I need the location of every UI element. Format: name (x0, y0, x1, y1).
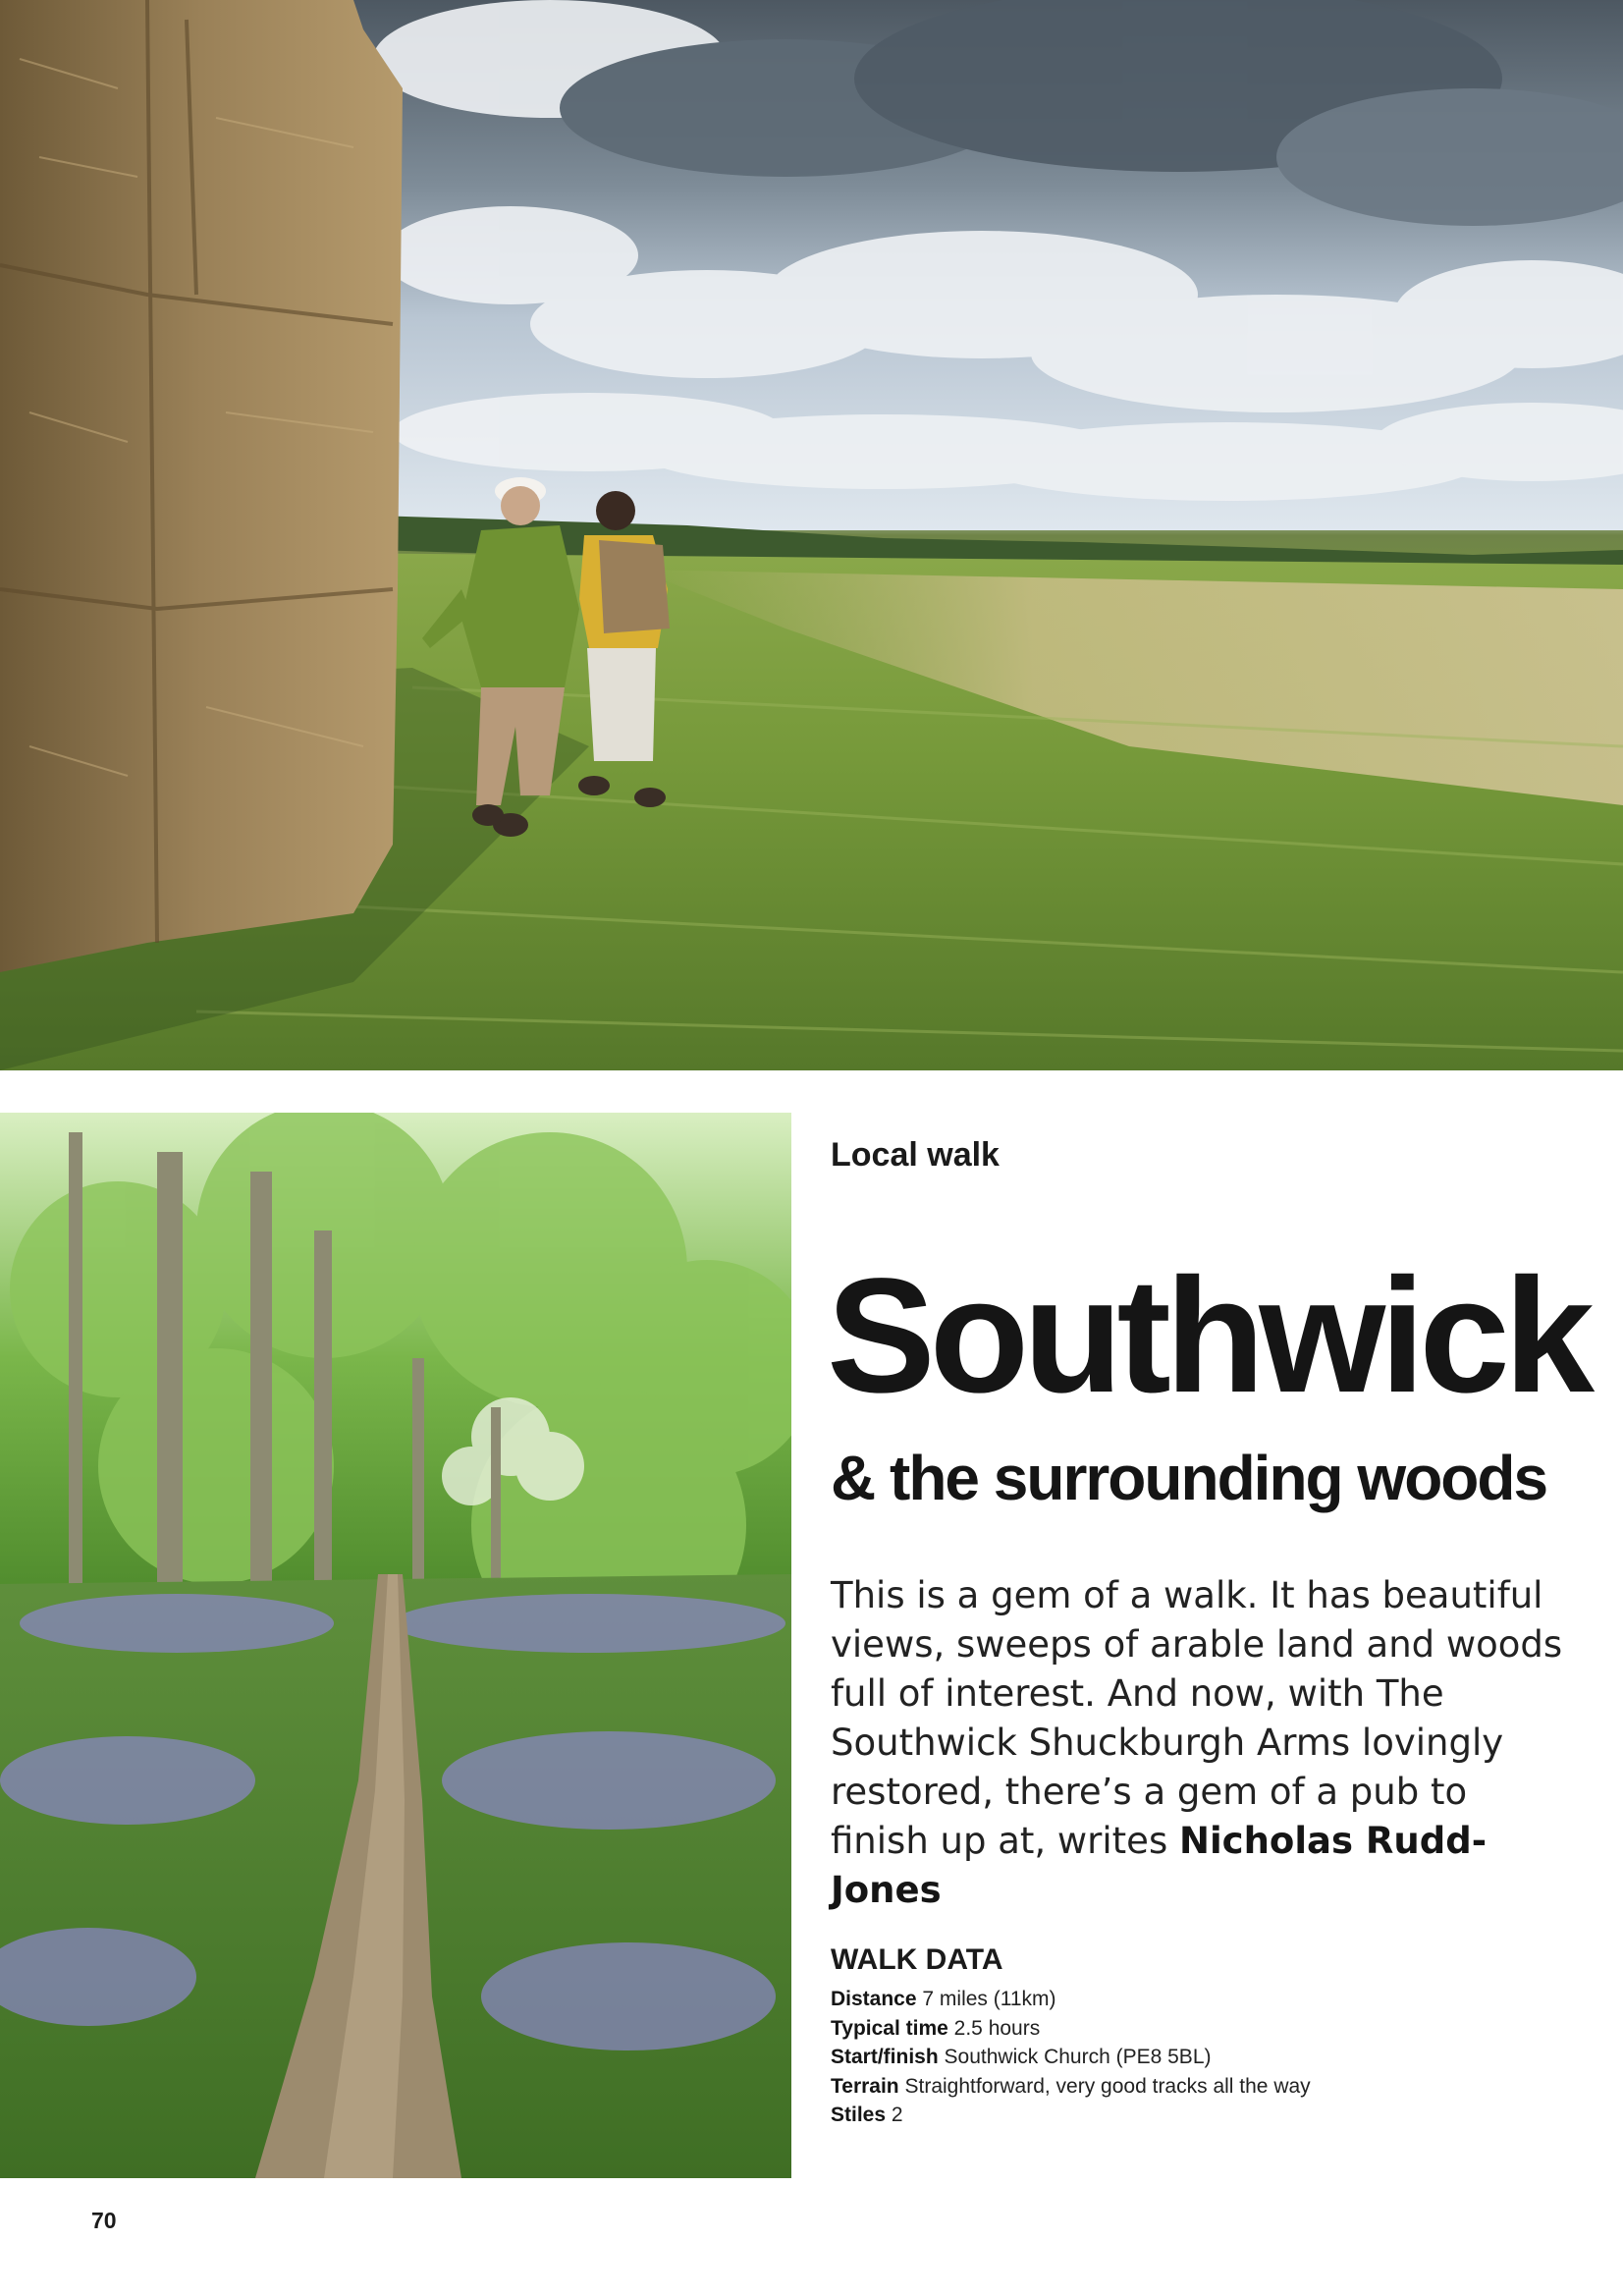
walk-data-heading: WALK DATA (831, 1943, 1003, 1976)
walk-data-distance (831, 1985, 1577, 2014)
walk-data-value: 7 miles (11km) (922, 1988, 1056, 2010)
walk-data-start-finish (831, 2043, 1577, 2072)
walk-data-typical-time (831, 2014, 1577, 2044)
walk-data-label: Stiles (831, 2104, 887, 2126)
intro-text: This is a gem of a walk. It has beautiful views, sweeps of arable land and woods full of interest. And now, with The Southwick Shuckburgh Arms lovingly restored, there’s a gem of a pub to finish up at, writes (831, 1574, 1563, 1862)
walk-data-value: Straightforward, very good tracks all the way (904, 2074, 1311, 2098)
walk-data-value: 2 (891, 2104, 903, 2126)
walk-data-label: Distance (831, 1988, 917, 2010)
hero-photo (0, 0, 1623, 1070)
walk-data-label: Terrain (831, 2074, 899, 2098)
walk-data-label: Start/finish (831, 2046, 939, 2068)
section-kicker: Local walk (831, 1136, 1000, 1174)
article-intro (831, 1571, 1567, 1915)
walk-data-value: Southwick Church (PE8 5BL) (944, 2046, 1212, 2068)
walk-data-list (831, 1985, 1577, 2130)
walk-data-value: 2.5 hours (953, 2016, 1041, 2040)
author-name: Nicholas Rudd-Jones (831, 1820, 1488, 1911)
woodland-photo (0, 1113, 791, 2178)
walk-data-stiles (831, 2101, 1577, 2130)
article-subtitle: & the surrounding woods (831, 1443, 1547, 1513)
walk-data-terrain (831, 2072, 1577, 2102)
page-number: 70 (91, 2208, 117, 2233)
walk-data-label: Typical time (831, 2016, 948, 2040)
article-title: Southwick (827, 1245, 1590, 1427)
